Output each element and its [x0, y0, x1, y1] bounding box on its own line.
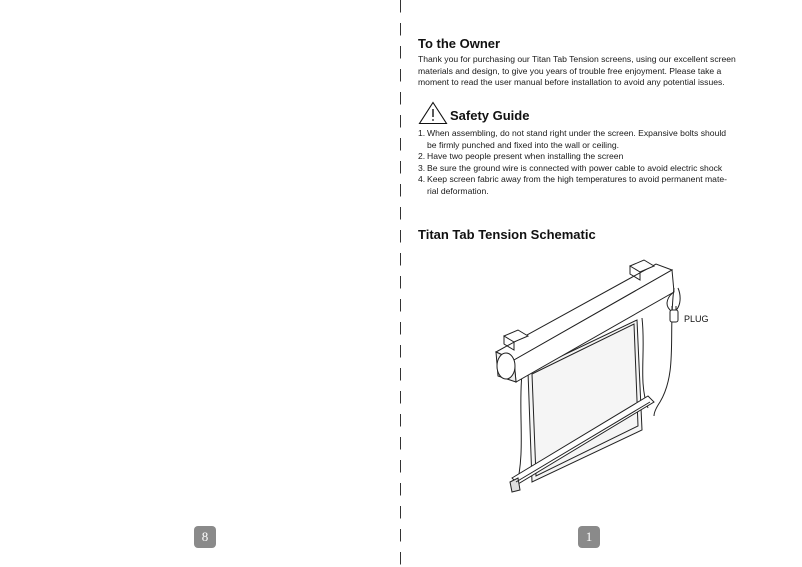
left-page — [0, 0, 400, 567]
owner-line: moment to read the user manual before installation to avoid any potential issues. — [418, 77, 725, 88]
page-number-left: 8 — [194, 526, 216, 548]
safety-title: Safety Guide — [450, 108, 530, 123]
right-page — [402, 0, 802, 567]
owner-line: materials and design, to give you years of trouble free enjoyment. Please take a — [418, 65, 722, 76]
warning-triangle-icon — [418, 101, 448, 130]
center-fold-divider — [400, 0, 401, 567]
owner-title: To the Owner — [418, 36, 501, 51]
plug-icon — [670, 306, 678, 322]
owner-line: Thank you for purchasing our Titan Tab Tension screens, using our excellent screen — [418, 54, 736, 64]
safety-list — [418, 128, 768, 198]
safety-item: 3. Be sure the ground wire is connected with power cable to avoid electric shock — [418, 162, 723, 173]
safety-item: 1. When assembling, do not stand right under the screen. Expansive bolts should be firmly punched and fixed into the wall or ceiling. — [418, 128, 727, 150]
screen-schematic-diagram — [492, 252, 732, 500]
safety-item: 2. Have two people present when installing the screen — [418, 151, 624, 162]
schematic-title: Titan Tab Tension Schematic — [418, 227, 596, 242]
safety-item: 4. Keep screen fabric away from the high temperatures to avoid permanent mate- rial deformation. — [418, 174, 727, 196]
page-number-right: 1 — [578, 526, 600, 548]
owner-paragraph — [418, 54, 798, 89]
plug-label: PLUG — [684, 314, 709, 324]
safety-guide-heading — [418, 101, 529, 130]
